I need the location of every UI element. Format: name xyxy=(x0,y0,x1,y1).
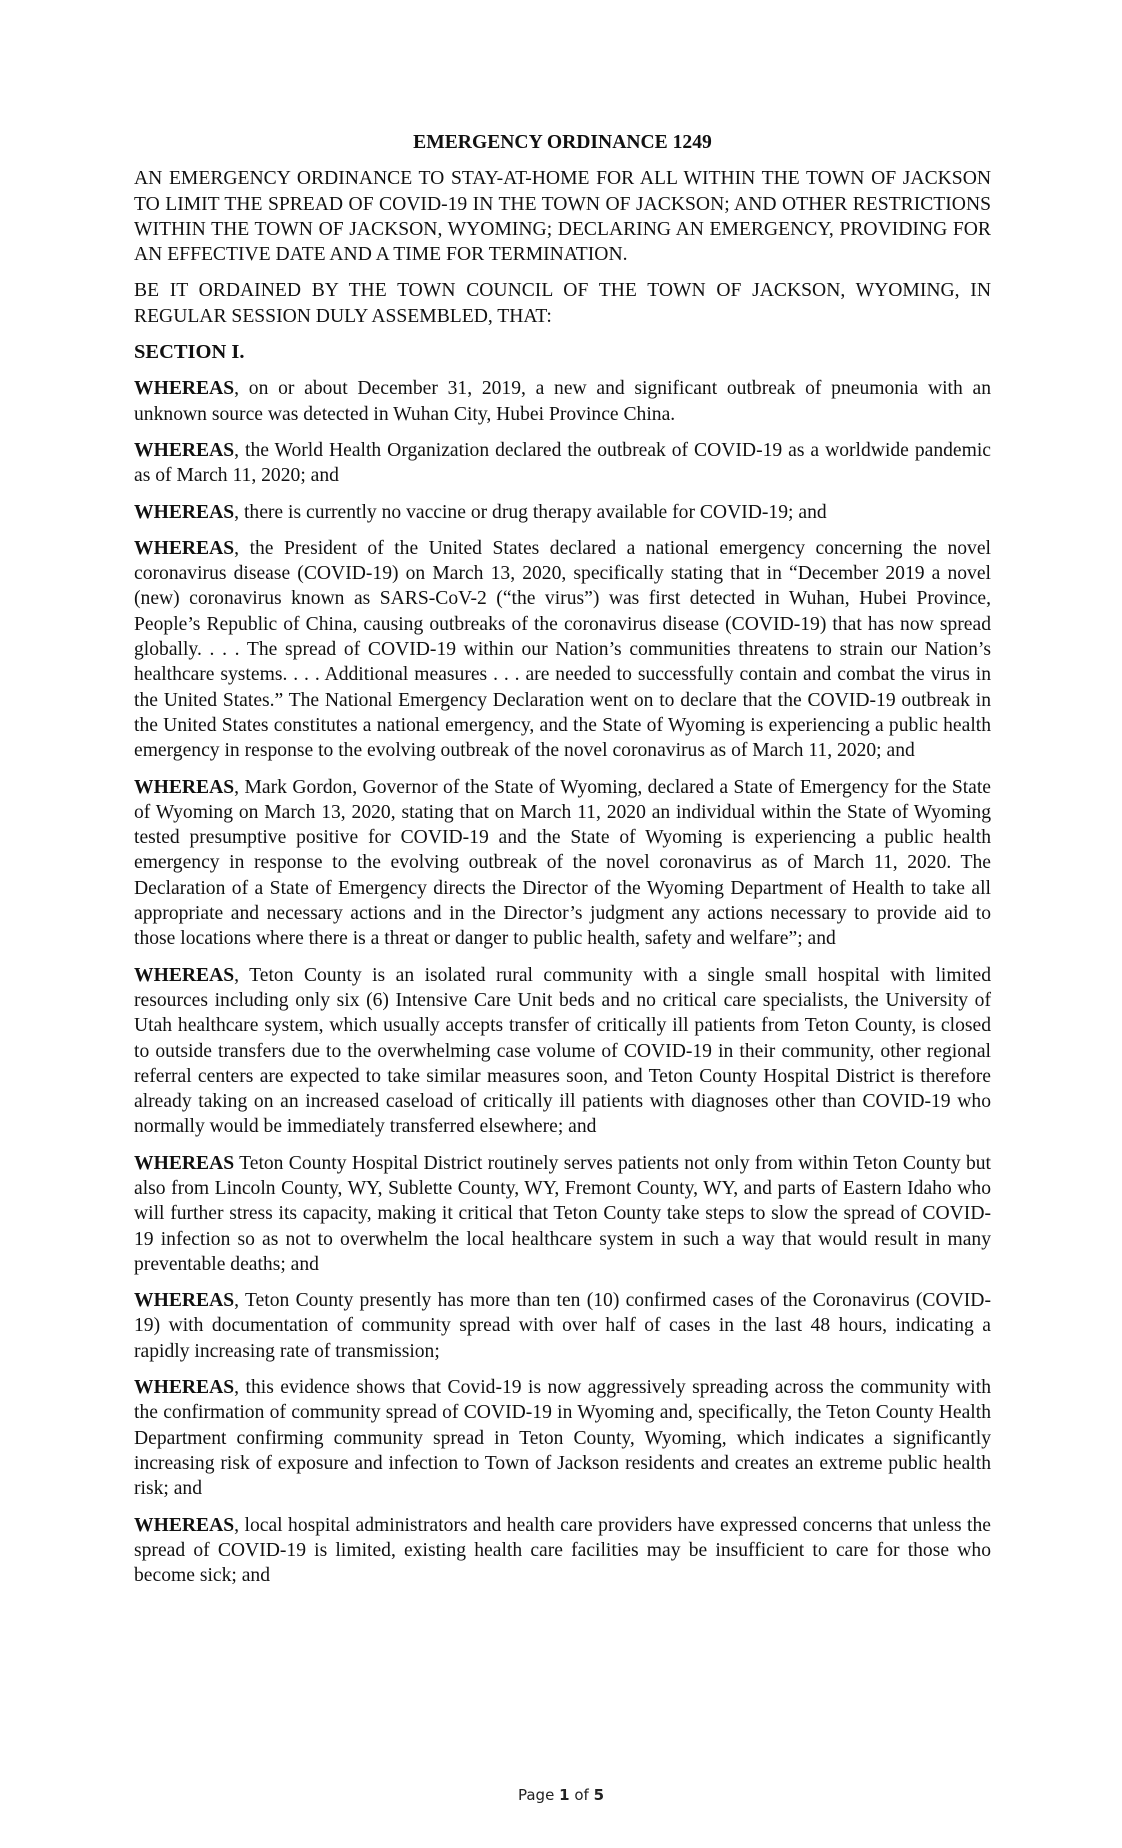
preamble: AN EMERGENCY ORDINANCE TO STAY-AT-HOME FOR ALL WITHIN THE TOWN OF JACKSON TO LIMIT THE SPREAD OF COVID-19 IN THE TOWN OF JACKSON; AND OTHER RESTRICTIONS WITHIN THE TOWN OF JACKSON, WYOMING; DECLARING AN EMERGENCY, PROVIDING FOR AN EFFECTIVE DATE AND A TIME FOR TERMINATION. xyxy=(134,168,991,266)
whereas-lead: WHEREAS xyxy=(134,1152,235,1174)
whereas-clause xyxy=(134,1513,991,1589)
enacting-clause: BE IT ORDAINED BY THE TOWN COUNCIL OF THE TOWN OF JACKSON, WYOMING, IN REGULAR SESSION DULY ASSEMBLED, THAT: xyxy=(134,280,991,327)
current-page-number: 1 xyxy=(559,1786,570,1804)
whereas-clause xyxy=(134,1375,991,1501)
whereas-lead: WHEREAS xyxy=(134,439,235,461)
whereas-clause xyxy=(134,438,991,489)
whereas-clause xyxy=(134,775,991,952)
page-word: Page xyxy=(517,1786,555,1804)
whereas-clause xyxy=(134,963,991,1140)
whereas-lead: WHEREAS xyxy=(134,501,235,523)
whereas-text: , Teton County is an isolated rural community with a single small hospital with limited resources including only six (6) Intensive Care Unit beds and no critical care specialists, the University of Utah healthcare system, which usually accepts transfer of critically ill patients from Teton County, is closed to outside transfers due to the overwhelming case volume of COVID-19 in their community, other regional referral centers are expected to take similar measures soon, and Teton County Hospital District is therefore already taking on an increased caseload of critically ill patients with diagnoses other than COVID-19 who normally would be immediately transferred elsewhere; and xyxy=(134,964,991,1138)
section-heading: SECTION I. xyxy=(134,341,245,364)
total-pages-number: 5 xyxy=(593,1786,604,1804)
whereas-clause xyxy=(134,500,991,525)
whereas-lead: WHEREAS xyxy=(134,378,235,400)
whereas-text: , this evidence shows that Covid-19 is now aggressively spreading across the community with the confirmation of community spread of COVID-19 in Wyoming and, specifically, the Teton County Health Department confirming community spread in Teton County, Wyoming, which indicates a significantly increasing risk of exposure and infection to Town of Jackson residents and creates an extreme public health risk; and xyxy=(134,1377,991,1500)
whereas-lead: WHEREAS xyxy=(134,1290,235,1312)
whereas-text: , the President of the United States declared a national emergency concerning the novel coronavirus disease (COVID-19) on March 13, 2020, specifically stating that in “December 2019 a novel (new) coronavirus known as SARS-CoV-2 (“the virus”) was first detected in Wuhan, Hubei Province, People’s Republic of China, causing outbreaks of the coronavirus disease (COVID-19) that has now spread globally. . . . The spread of COVID-19 within our Nation’s communities threatens to strain our Nation’s healthcare systems. . . . Additional measures . . . are needed to successfully contain and combat the virus in the United States.” The National Emergency Declaration went on to declare that the COVID-19 outbreak in the United States constitutes a national emergency, and the State of Wyoming is experiencing a public health emergency in response to the evolving outbreak of the novel coronavirus as of March 11, 2020; and xyxy=(134,537,991,762)
whereas-text: , on or about December 31, 2019, a new and significant outbreak of pneumonia with an unknown source was detected in Wuhan City, Hubei Province China. xyxy=(134,378,991,425)
whereas-text: , local hospital administrators and health care providers have expressed concerns that unless the spread of COVID-19 is limited, existing health care facilities may be insufficient to care for those who become sick; and xyxy=(134,1514,991,1587)
whereas-lead: WHEREAS xyxy=(134,1377,235,1399)
whereas-lead: WHEREAS xyxy=(134,1514,235,1536)
whereas-clause xyxy=(134,1288,991,1364)
whereas-text: , Teton County presently has more than ten (10) confirmed cases of the Coronavirus (COVID-19) with documentation of community spread with over half of cases in the last 48 hours, indicating a rapidly increasing rate of transmission; xyxy=(134,1290,991,1362)
whereas-lead: WHEREAS xyxy=(134,964,235,986)
whereas-clause xyxy=(134,536,991,764)
whereas-lead: WHEREAS xyxy=(134,776,235,798)
whereas-text: , Mark Gordon, Governor of the State of Wyoming, declared a State of Emergency for the State of Wyoming on March 13, 2020, stating that on March 11, 2020 an individual within the State of Wyoming tested presumptive positive for COVID-19 and the State of Wyoming is experiencing a public health emergency in response to the evolving outbreak of the novel coronavirus as of March 11, 2020. The Declaration of a State of Emergency directs the Director of the Wyoming Department of Health to take all appropriate and necessary actions and in the Director’s judgment any actions necessary to provide aid to those locations where there is a threat or danger to public health, safety and welfare”; and xyxy=(134,776,991,950)
whereas-text: Teton County Hospital District routinely serves patients not only from within Teton County but also from Lincoln County, WY, Sublette County, WY, Fremont County, WY, and parts of Eastern Idaho who will further stress its capacity, making it critical that Teton County take steps to slow the spread of COVID-19 infection so as not to overwhelm the local healthcare system in such a way that would result in many preventable deaths; and xyxy=(134,1152,991,1275)
of-word: of xyxy=(574,1786,589,1804)
document-title: EMERGENCY ORDINANCE 1249 xyxy=(413,132,712,153)
whereas-text: , there is currently no vaccine or drug therapy available for COVID-19; and xyxy=(234,501,827,523)
whereas-lead: WHEREAS xyxy=(134,537,235,559)
whereas-clause xyxy=(134,376,991,427)
page-number-footer xyxy=(0,1786,1122,1804)
whereas-text: , the World Health Organization declared the outbreak of COVID-19 as a worldwide pandemic as of March 11, 2020; and xyxy=(134,439,991,487)
whereas-clause xyxy=(134,1151,991,1277)
document-page xyxy=(134,130,991,1599)
